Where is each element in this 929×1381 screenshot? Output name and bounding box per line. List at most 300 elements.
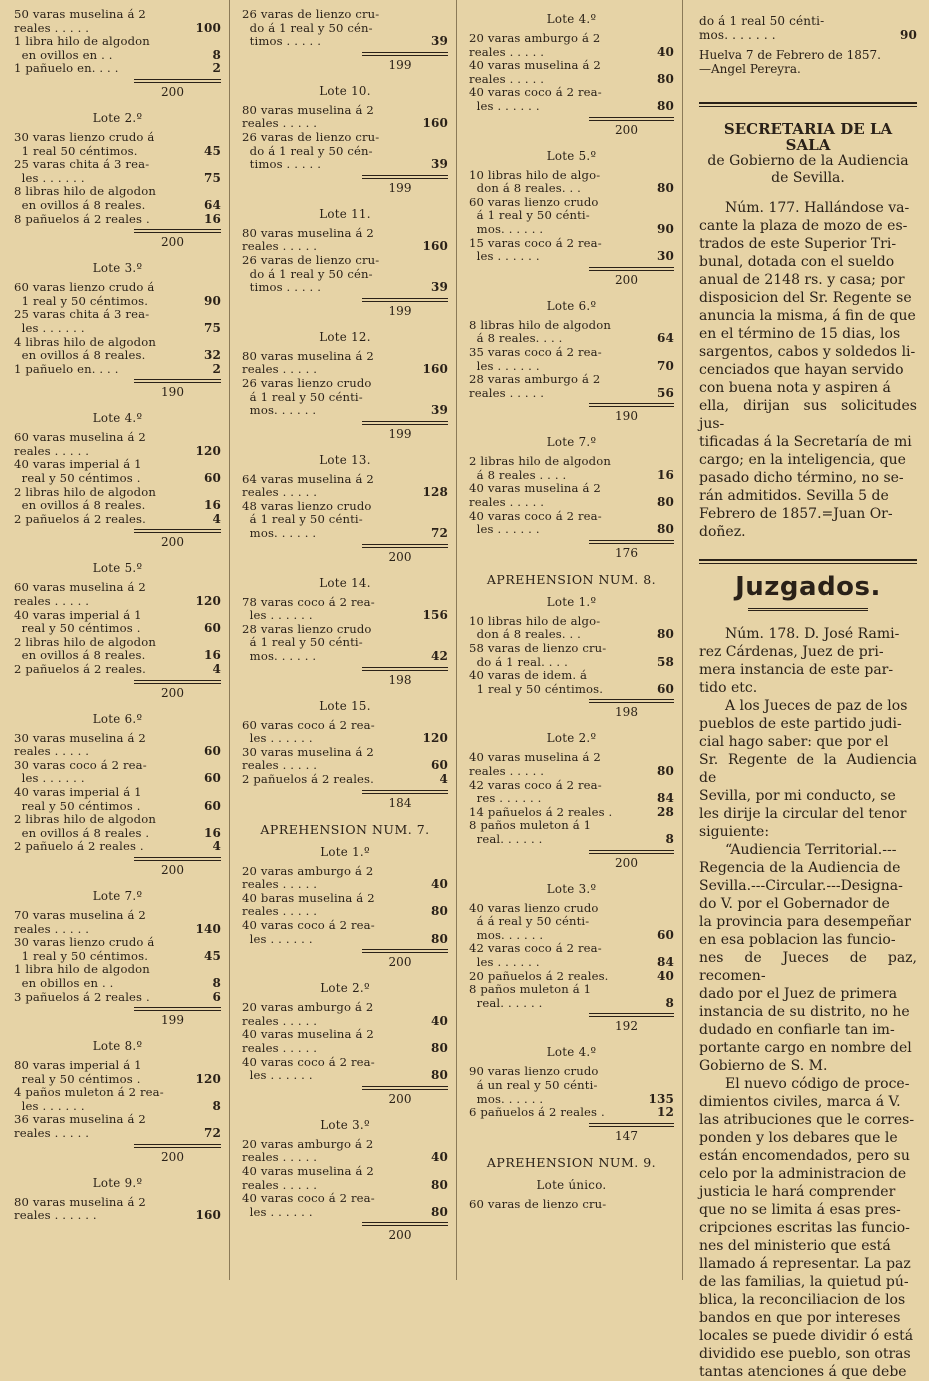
- lot-item: [14, 486, 221, 513]
- lot-item-amount: 39: [431, 280, 448, 295]
- lot-item-description: 4 paños muleton á 2 rea- les . . . . . .: [14, 1085, 164, 1113]
- lot-heading: Lote 13.: [319, 452, 371, 467]
- lot-item-amount: 80: [431, 931, 448, 946]
- lot-item-amount: 40: [431, 1150, 448, 1165]
- lot-item: [469, 32, 674, 59]
- lot-item-amount: 80: [657, 495, 674, 510]
- lot-heading: Lote 2.º: [320, 981, 370, 996]
- lot-item: [242, 919, 448, 946]
- lot-item-description: 26 varas de lienzo cru- do á 1 real y 50 cén- timos . . . . .: [242, 129, 380, 172]
- lot-item-description: 40 varas coco á 2 rea- les . . . . . .: [242, 1191, 375, 1219]
- lot-heading: Lote 6.º: [92, 711, 143, 726]
- juzgados-rule: [748, 608, 868, 611]
- lot-item-description: 80 varas muselina á 2 reales . . . . .: [242, 225, 374, 254]
- lot-item-description: 80 varas imperial á 1 real y 50 céntimos .: [14, 1058, 142, 1086]
- juzgados-title: Juzgados.: [735, 572, 881, 602]
- lot-total: 200: [161, 84, 184, 99]
- lot-item: [242, 104, 448, 131]
- lot-item-amount: 8: [665, 831, 674, 846]
- lot-item-description: 3 pañuelos á 2 reales .: [14, 989, 150, 1004]
- lot-item: [14, 336, 221, 363]
- lot-total: 200: [161, 235, 184, 250]
- lot-item-amount: 128: [422, 485, 448, 500]
- lot-heading: Lote 2.º: [92, 110, 143, 125]
- lot-item: [242, 1056, 448, 1083]
- lot-item-amount: 60: [204, 621, 221, 636]
- lot-item-amount: 16: [204, 648, 221, 663]
- lot-item: [469, 510, 674, 537]
- lot-item: [469, 806, 674, 820]
- lot-item-amount: 90: [657, 221, 674, 236]
- secretaria-title: SECRETARIA DE LA SALA: [723, 120, 893, 154]
- column-4: [683, 0, 929, 1380]
- lot-item-description: 25 varas chita á 3 rea- les . . . . . .: [14, 157, 150, 185]
- lot-item-amount: 12: [657, 1105, 674, 1120]
- lot-item-description: 40 varas coco á 2 rea- les . . . . . .: [469, 508, 602, 537]
- total-rule: [134, 79, 221, 83]
- lot-item-description: 26 varas de lienzo cru- do á 1 real y 50 cén- timos . . . . .: [242, 252, 380, 295]
- lot-heading: Lote 7.º: [546, 435, 597, 450]
- lot-heading: Lote 9.º: [92, 1175, 143, 1190]
- lot-item-amount: 56: [657, 385, 674, 400]
- lot-item-amount: 120: [195, 443, 221, 458]
- lot-item: [14, 281, 221, 308]
- total-rule: [134, 529, 221, 533]
- lot-item-description: 40 varas de idem. á 1 real y 50 céntimos.: [469, 668, 604, 696]
- lot-item: [469, 1065, 674, 1106]
- lot-heading: Lote 8.º: [92, 1039, 143, 1054]
- total-rule: [589, 403, 674, 407]
- lot-item-amount: 45: [204, 948, 221, 963]
- lot-item-description: 1 libra hilo de algodon en obillos en . .: [14, 962, 150, 990]
- secretaria-paragraph: Núm. 177. Hallándose va- cante la plaza de mozo de es- trados de este Superior Tri- bunal, dotada con el sueldo anual de 2148 rs. y casa; por disposicion del Sr. Regente se anuncia la misma, á fin de que en el término de 15 dias, los sargentos, cabos y soldedos li- cenciados que hayan servido con buena nota y aspiren á ella, dirijan sus solicitudes jus- tificadas á la Secretaría de mi cargo; en la inteligencia, que pasado dicho término, no se- rán admitidos. Sevilla 5 de Febrero de 1857.=Juan Or- doñez.: [699, 200, 917, 540]
- lot-item-amount: 160: [422, 116, 448, 131]
- lot-item-amount: 16: [657, 467, 674, 482]
- lot-item: [14, 35, 221, 62]
- lot-total: 199: [388, 303, 412, 318]
- lot-item: [469, 669, 674, 696]
- lot-total: 200: [161, 1149, 184, 1164]
- lot-item: [242, 865, 448, 892]
- lot-item-description: 2 libras hilo de algodon en ovillos á 8 reales.: [14, 484, 156, 513]
- lot-heading: Lote 12.: [319, 329, 371, 344]
- aprehension-heading: APREHENSION NUM. 7.: [260, 821, 430, 837]
- lot-item-description: 28 varas lienzo crudo á 1 real y 50 cénti- mos. . . . . .: [242, 621, 372, 664]
- lot-total: 198: [388, 672, 412, 687]
- lot-item: [14, 813, 221, 840]
- lot-item-description: 20 varas amburgo á 2 reales . . . . .: [242, 1000, 374, 1028]
- lot-item-description: 10 libras hilo de algo- don á 8 reales. . .: [469, 613, 601, 642]
- lot-item-amount: 4: [212, 662, 221, 676]
- lot-item: [242, 131, 448, 172]
- lot-item-description: 40 varas muselina á 2 reales . . . . .: [242, 1163, 374, 1192]
- lot-item: [14, 1113, 221, 1140]
- lot-total: 200: [388, 1228, 412, 1243]
- lot-total: 199: [161, 1013, 184, 1028]
- lot-item: [242, 1001, 448, 1028]
- lot-item: [242, 8, 448, 49]
- total-rule: [362, 298, 448, 302]
- lot-total: 190: [161, 385, 184, 400]
- total-rule: [589, 1013, 674, 1017]
- lot-heading: Lote 10.: [319, 83, 371, 98]
- lot-total: 199: [388, 57, 412, 72]
- lot-item: [14, 991, 221, 1005]
- column-3: [457, 0, 683, 1280]
- lot-item-description: 40 varas muselina á 2 reales . . . . .: [469, 481, 601, 510]
- total-rule: [362, 175, 448, 179]
- total-rule: [134, 229, 221, 233]
- lot-item-amount: 8: [212, 1098, 221, 1113]
- total-rule: [134, 680, 221, 684]
- lot-item-amount: 100: [195, 20, 221, 35]
- lot-item: [14, 213, 221, 227]
- lot-item: [469, 169, 674, 196]
- lot-heading: Lote 11.: [319, 206, 371, 221]
- lot-item-amount: 4: [212, 511, 221, 526]
- lot-item-amount: 60: [204, 798, 221, 813]
- lot-item-amount: 80: [431, 1068, 448, 1083]
- lot-item-description: 35 varas coco á 2 rea- les . . . . . .: [469, 344, 602, 373]
- lot-item-amount: 8: [665, 995, 674, 1010]
- lot-item-amount: 40: [431, 1013, 448, 1028]
- lot-item-amount: 160: [195, 1208, 221, 1223]
- lot-total: 147: [615, 1128, 638, 1143]
- lot-item-amount: 80: [657, 98, 674, 113]
- lot-item: [14, 458, 221, 485]
- lot-item-description: 80 varas muselina á 2 reales . . . . . .: [14, 1194, 146, 1223]
- lot-item-amount: 32: [204, 348, 221, 363]
- signature: Huelva 7 de Febrero de 1857. —Angel Pereyra.: [699, 48, 881, 76]
- lot-item-description: 2 pañuelos á 2 reales.: [14, 662, 146, 676]
- lot-item-description: 30 varas lienzo crudo á 1 real 50 céntimos.: [14, 129, 155, 158]
- lot-item-amount: 80: [431, 1040, 448, 1055]
- lot-item-description: 40 varas imperial á 1 real y 50 céntimos .: [14, 607, 142, 636]
- total-rule: [362, 544, 448, 548]
- lot-total: 200: [161, 862, 184, 877]
- lot-item-description: 2 libras hilo de algodon en ovillos á 8 reales.: [14, 634, 156, 663]
- lot-item: [242, 1192, 448, 1219]
- lot-heading: Lote único.: [536, 1177, 607, 1192]
- lot-item-description: 58 varas de lienzo cru- do á 1 real. . . .: [469, 641, 607, 669]
- lot-item-description: 60 varas coco á 2 rea- les . . . . . .: [242, 717, 375, 746]
- lot-item: [469, 373, 674, 400]
- lot-item: [469, 819, 674, 846]
- lot-item: [14, 8, 221, 35]
- lot-item-amount: 120: [195, 1071, 221, 1086]
- lot-total: 192: [615, 1019, 638, 1034]
- lot-item-description: 14 pañuelos á 2 reales .: [469, 804, 613, 819]
- lot-item-description: 50 varas muselina á 2 reales . . . . .: [14, 7, 146, 35]
- lot-item-description: 26 varas de lienzo cru- do á 1 real y 50 cén- timos . . . . .: [242, 7, 380, 49]
- lot-total: 200: [388, 955, 412, 970]
- lot-total: 200: [615, 272, 638, 287]
- lot-total: 199: [388, 180, 412, 195]
- lot-item-description: 40 varas lienzo crudo á á real y 50 cénti- mos. . . . . .: [469, 900, 599, 942]
- lot-item-description: 8 paños muleton á 1 real. . . . . .: [469, 818, 592, 846]
- total-rule: [589, 267, 674, 271]
- lot-item-amount: 60: [204, 471, 221, 486]
- lot-total: 200: [161, 685, 184, 700]
- lot-item-amount: 2: [212, 361, 221, 376]
- lot-item-description: 2 libras hilo de algodon en ovillos á 8 reales .: [14, 812, 156, 840]
- lot-item-amount: 80: [657, 181, 674, 196]
- lot-item: [14, 663, 221, 677]
- lot-item-description: 80 varas muselina á 2 reales . . . . .: [242, 348, 374, 377]
- lot-item: [242, 719, 448, 746]
- lot-item-amount: 120: [195, 594, 221, 609]
- lot-item: [14, 963, 221, 990]
- lot-item: [469, 615, 674, 642]
- lot-item-amount: 160: [422, 239, 448, 254]
- lot-item-description: 42 varas coco á 2 rea- res . . . . . .: [469, 777, 602, 806]
- lot-item: [14, 158, 221, 185]
- lot-item-description: 40 varas coco á 2 rea- les . . . . . .: [242, 1054, 375, 1083]
- closing-text: do á 1 real 50 cénti- mos. . . . . . .: [699, 14, 825, 42]
- lot-item-amount: 60: [204, 771, 221, 786]
- lot-item-amount: 80: [431, 1204, 448, 1219]
- lot-item-amount: 84: [657, 791, 674, 806]
- lot-item-amount: 80: [431, 904, 448, 919]
- lot-item: [14, 936, 221, 963]
- lot-item: [469, 319, 674, 346]
- lot-item: [14, 363, 221, 377]
- lot-total: 200: [615, 122, 638, 137]
- lot-item-amount: 39: [431, 34, 448, 49]
- lot-item: [14, 131, 221, 158]
- lot-item-description: 30 varas lienzo crudo á 1 real y 50 céntimos.: [14, 935, 155, 963]
- lot-item: [469, 902, 674, 943]
- lot-item: [242, 254, 448, 295]
- secretaria-subtitle: de Gobierno de la Audiencia de Sevilla.: [707, 153, 909, 186]
- lot-item-description: 20 pañuelos á 2 reales.: [469, 968, 609, 983]
- lot-item-description: 8 paños muleton á 1 real. . . . . .: [469, 982, 592, 1010]
- lot-item-description: 2 pañuelo á 2 reales .: [14, 839, 144, 854]
- lot-total: 198: [615, 705, 638, 720]
- lot-item-amount: 75: [204, 320, 221, 335]
- lot-item-amount: 45: [204, 143, 221, 158]
- lot-item: [242, 892, 448, 919]
- lot-item-description: 42 varas coco á 2 rea- les . . . . . .: [469, 941, 602, 969]
- lot-item-amount: 80: [431, 1177, 448, 1192]
- lot-total: 190: [615, 409, 638, 424]
- lot-item: [469, 642, 674, 669]
- lot-item: [14, 1059, 221, 1086]
- lot-item-description: 2 pañuelos á 2 reales.: [242, 772, 374, 786]
- lot-item: [469, 59, 674, 86]
- lot-heading: Lote 4.º: [92, 411, 143, 426]
- lot-item-description: 30 varas coco á 2 rea- les . . . . . .: [14, 757, 147, 786]
- lot-item-amount: 84: [657, 954, 674, 969]
- lot-item-description: 60 varas muselina á 2 reales . . . . .: [14, 580, 146, 609]
- lot-item-description: 1 libra hilo de algodon en ovillos en . .: [14, 34, 150, 62]
- lot-item-description: 1 pañuelo en. . . .: [14, 361, 119, 376]
- lot-item-amount: 42: [431, 649, 448, 664]
- lot-item-description: 26 varas lienzo crudo á 1 real y 50 cénti- mos. . . . . .: [242, 375, 372, 418]
- juzgados-paragraph-4: El nuevo código de proce- dimientos civiles, marca á V. las atribuciones que le corres- ponden y los debares que le están encomendados, pero su celo por la administracion de justicia le hará comprender que no se limita á esas pres- cripciones escritas las funcio- nes del ministerio que está llamado á representar. La paz de las familias, la quietud pú- blica, la reconciliacion de los bandos en que por intereses locales se puede dividir ó está dividido ese pueblo, son otras tantas atenciones á que debe: [699, 1076, 915, 1380]
- lot-item-description: 36 varas muselina á 2 reales . . . . .: [14, 1112, 146, 1141]
- total-rule: [362, 667, 448, 671]
- lot-item: [14, 185, 221, 212]
- lot-item-description: 40 varas imperial á 1 real y 50 céntimos .: [14, 784, 142, 813]
- lot-item-description: 48 varas lienzo crudo á 1 real y 50 cénti- mos. . . . . .: [242, 498, 372, 541]
- lot-item-amount: 4: [439, 772, 448, 786]
- lot-item-amount: 140: [195, 921, 221, 936]
- lot-item: [469, 751, 674, 778]
- lot-item: [469, 942, 674, 969]
- lot-total: 200: [388, 549, 412, 564]
- lot-item: [242, 1138, 448, 1165]
- lot-item-description: 20 varas amburgo á 2 reales . . . . .: [469, 31, 601, 59]
- lot-item: [469, 970, 674, 984]
- lot-item-description: 20 varas amburgo á 2 reales . . . . .: [242, 1136, 374, 1165]
- lot-item: [242, 1028, 448, 1055]
- total-rule: [134, 379, 221, 383]
- lot-item-amount: 39: [431, 403, 448, 418]
- lot-item-amount: 8: [212, 47, 221, 62]
- lot-item-amount: 8: [212, 975, 221, 990]
- lot-item-amount: 40: [657, 44, 674, 59]
- lot-item: [469, 482, 674, 509]
- lot-item: [14, 513, 221, 527]
- lot-item: [14, 581, 221, 608]
- lot-item: [14, 609, 221, 636]
- lot-item: [14, 1196, 221, 1223]
- total-rule: [589, 540, 674, 544]
- total-rule: [362, 421, 448, 425]
- lot-heading: Lote 3.º: [546, 881, 597, 896]
- lot-heading: Lote 5.º: [546, 148, 597, 163]
- lot-item-description: 30 varas muselina á 2 reales . . . . .: [14, 730, 146, 759]
- lot-item-description: 15 varas coco á 2 rea- les . . . . . .: [469, 235, 602, 264]
- lot-item-amount: 39: [431, 157, 448, 172]
- lot-item-amount: 60: [657, 927, 674, 942]
- lot-item-amount: 70: [657, 358, 674, 373]
- lot-item: [469, 1198, 674, 1212]
- lot-item-description: 8 libras hilo de algodon en ovillos á 8 reales.: [14, 184, 156, 212]
- lot-item-description: 10 libras hilo de algo- don á 8 reales. . .: [469, 167, 601, 196]
- lot-item: [469, 237, 674, 264]
- lot-heading: Lote 2.º: [546, 731, 597, 746]
- lot-item-amount: 80: [657, 522, 674, 537]
- lot-item: [14, 909, 221, 936]
- lot-item-description: 80 varas muselina á 2 reales . . . . .: [242, 102, 374, 131]
- lot-item-description: 1 pañuelo en. . . .: [14, 61, 119, 76]
- lot-item-description: 40 varas coco á 2 rea- les . . . . . .: [242, 917, 375, 946]
- lot-total: 199: [388, 426, 412, 441]
- lot-item-amount: 64: [204, 197, 221, 212]
- aprehension-heading: APREHENSION NUM. 8.: [486, 571, 657, 587]
- lot-total: 200: [161, 535, 184, 550]
- closing-amount: 90: [900, 28, 917, 42]
- lot-heading: Lote 3.º: [320, 1117, 370, 1132]
- lot-item-description: 6 pañuelos á 2 reales .: [469, 1105, 605, 1120]
- lot-item-amount: 16: [204, 211, 221, 226]
- lot-item-description: 40 varas muselina á 2 reales . . . . .: [469, 750, 601, 778]
- lot-heading: Lote 5.º: [92, 561, 143, 576]
- lot-item-amount: 72: [431, 526, 448, 541]
- lot-total: 184: [388, 795, 412, 810]
- lot-item-description: 64 varas muselina á 2 reales . . . . .: [242, 471, 374, 500]
- lot-item-amount: 75: [204, 170, 221, 185]
- lot-item-amount: 60: [657, 681, 674, 696]
- closing-entry: [699, 14, 917, 42]
- lot-item-amount: 16: [204, 825, 221, 840]
- lot-item-description: 4 libras hilo de algodon en ovillos á 8 reales.: [14, 334, 156, 363]
- lot-item: [469, 779, 674, 806]
- total-rule: [362, 52, 448, 56]
- lot-item: [14, 431, 221, 458]
- lot-heading: Lote 1.º: [546, 594, 597, 609]
- lot-item: [242, 623, 448, 664]
- total-rule: [589, 1123, 674, 1127]
- lot-item-description: 25 varas chita á 3 rea- les . . . . . .: [14, 307, 150, 335]
- lot-item-description: 60 varas lienzo crudo á 1 real y 50 céntimos.: [14, 280, 155, 308]
- column-2: [230, 0, 457, 1280]
- lot-heading: Lote 4.º: [546, 12, 597, 26]
- lot-total: 176: [615, 545, 638, 560]
- lot-item-description: 8 pañuelos á 2 reales .: [14, 211, 150, 226]
- lot-heading: Lote 1.º: [320, 844, 370, 859]
- lot-item-description: 60 varas lienzo crudo á 1 real y 50 cénti- mos. . . . . .: [469, 194, 599, 236]
- lot-item: [469, 455, 674, 482]
- lot-item-amount: 160: [422, 362, 448, 377]
- lot-item: [469, 983, 674, 1010]
- lot-item-description: 40 varas coco á 2 rea- les . . . . . .: [469, 85, 602, 113]
- total-rule: [362, 1222, 448, 1226]
- lot-item-amount: 28: [657, 804, 674, 819]
- lot-item-amount: 80: [657, 627, 674, 642]
- lot-item-amount: 80: [657, 71, 674, 86]
- lot-item: [469, 86, 674, 113]
- juzgados-paragraph-1: Núm. 178. D. José Rami- rez Cárdenas, Juez de pri- mera instancia de este par- tido etc.: [699, 626, 900, 696]
- lot-item-description: 40 varas muselina á 2 reales . . . . .: [469, 58, 601, 86]
- total-rule: [362, 949, 448, 953]
- lot-item-amount: 90: [204, 293, 221, 308]
- lot-heading: Lote 4.º: [546, 1045, 597, 1060]
- section-separator-2: [699, 559, 917, 564]
- total-rule: [134, 1007, 221, 1011]
- lot-item: [242, 473, 448, 500]
- lot-heading: Lote 6.º: [546, 298, 597, 313]
- total-rule: [362, 790, 448, 794]
- lot-item: [242, 773, 448, 787]
- total-rule: [134, 857, 221, 861]
- lot-heading: Lote 15.: [319, 698, 371, 713]
- lot-item-amount: 40: [657, 968, 674, 983]
- total-rule: [134, 1144, 221, 1148]
- total-rule: [589, 117, 674, 121]
- lot-item-description: 60 varas muselina á 2 reales . . . . .: [14, 430, 146, 458]
- column-1: [0, 0, 230, 1280]
- lot-item-amount: 16: [204, 498, 221, 513]
- lot-item-description: 28 varas amburgo á 2 reales . . . . .: [469, 372, 601, 400]
- lot-item-amount: 58: [657, 654, 674, 669]
- lot-item-amount: 64: [657, 331, 674, 346]
- total-rule: [589, 699, 674, 703]
- lot-item-amount: 60: [431, 758, 448, 773]
- lot-item-description: 40 varas imperial á 1 real y 50 céntimos .: [14, 457, 142, 486]
- lot-item-description: 40 baras muselina á 2 reales . . . . .: [242, 890, 375, 919]
- lot-item-description: 8 libras hilo de algodon á 8 reales. . . .: [469, 317, 611, 346]
- lot-item: [242, 500, 448, 541]
- lot-item-description: 90 varas lienzo crudo á un real y 50 cénti- mos. . . . . .: [469, 1064, 599, 1106]
- lot-item: [469, 1106, 674, 1120]
- lot-heading: Lote 14.: [319, 575, 371, 590]
- lot-total: 200: [388, 1091, 412, 1106]
- lot-item-description: 60 varas de lienzo cru-: [469, 1196, 607, 1211]
- lot-item: [14, 732, 221, 759]
